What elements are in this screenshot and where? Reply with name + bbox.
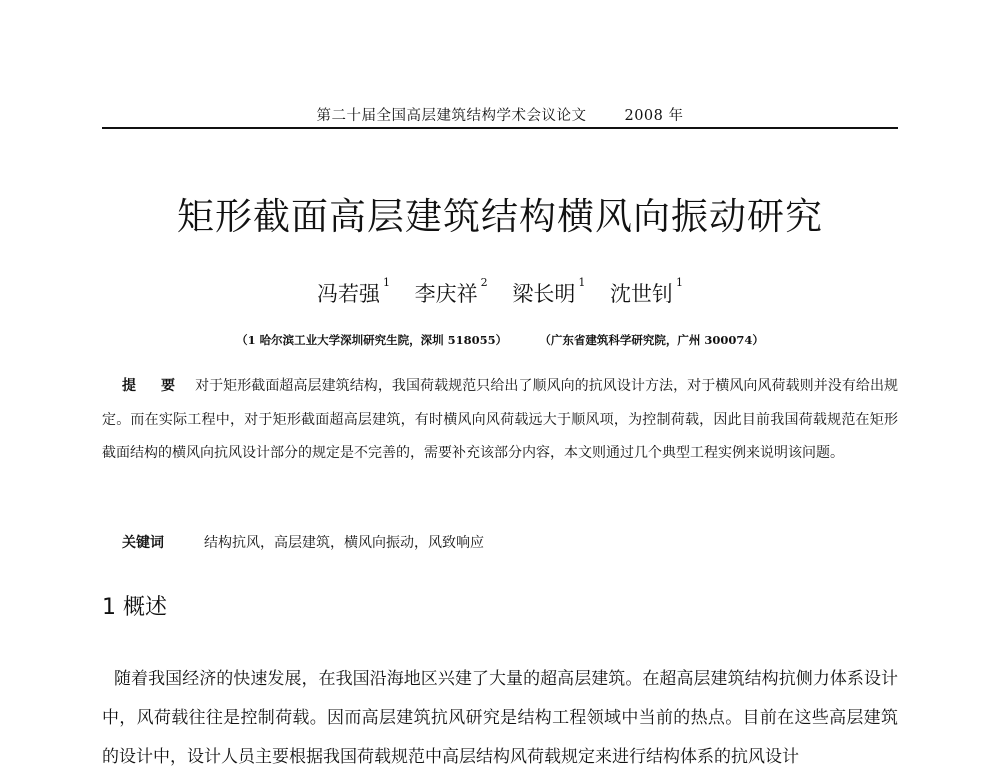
conference-year: 2008 年 [624,108,684,124]
abstract-paragraph [102,370,898,471]
author [414,276,488,306]
abstract-label: 提 要 [122,378,186,394]
header-rule [102,127,898,129]
author-list [102,278,898,308]
author-name: 沈世钊 [610,282,674,306]
author-name: 梁长明 [512,282,576,306]
running-head [102,104,898,126]
paper-title: 矩形截面高层建筑结构横风向振动研究 [177,195,823,238]
affiliation-2: （广东省建筑科学研究院，广州 300074） [545,333,764,347]
body-paragraph: 随着我国经济的快速发展，在我国沿海地区兴建了大量的超高层建筑。在超高层建筑结构抗侧力体系设计中，风荷载往往是控制荷载。因而高层建筑抗风研究是结构工程领域中当前的热点。目前在这些高层建筑的设计中，设计人员主要根据我国荷载规范中高层结构风荷载规定来进行结构体系的抗风设计 [102,669,898,767]
author-affiliation-mark: 1 [676,276,684,289]
author-affiliation-mark: 1 [578,276,586,289]
author-affiliation-mark: 2 [480,276,488,289]
author-name: 冯若强 [316,282,380,306]
section-body [102,660,898,777]
keywords [122,532,484,552]
affiliations [102,332,898,348]
section-heading: 1 概述 [102,595,167,620]
keywords-text: 结构抗风，高层建筑，横风向振动，风致响应 [204,535,484,551]
conference-name: 第二十届全国高层建筑结构学术会议论文 [316,108,587,124]
author [610,276,684,306]
abstract-text: 对于矩形截面超高层建筑结构，我国荷载规范只给出了顺风向的抗风设计方法，对于横风向风荷载则并没有给出规定。而在实际工程中，对于矩形截面超高层建筑，有时横风向风荷载远大于顺风项，为控制荷载，因此目前我国荷载规范在矩形截面结构的横风向抗风设计部分的规定是不完善的，需要补充该部分内容，本文则通过几个典型工程实例来说明该问题。 [102,378,899,461]
affiliation-1: （1 哈尔滨工业大学深圳研究生院，深圳 518055） [236,333,508,347]
abstract [102,370,898,471]
author-name: 李庆祥 [414,282,478,306]
author-affiliation-mark: 1 [382,276,390,289]
keywords-label: 关键词 [122,535,164,551]
author [512,276,586,306]
author [316,276,390,306]
